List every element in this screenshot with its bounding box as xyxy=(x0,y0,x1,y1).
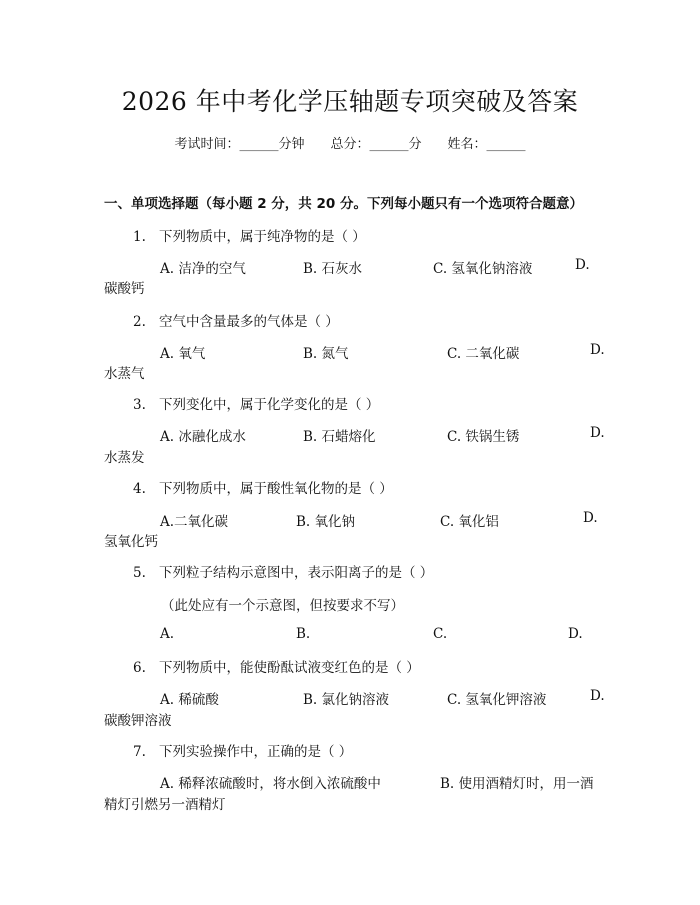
option-d: D. xyxy=(568,626,583,642)
question-text: 空气中含量最多的气体是（ ） xyxy=(159,314,339,330)
option-b: B. 氮气 xyxy=(303,346,349,362)
question-1 xyxy=(133,225,366,245)
diagram-note: （此处应有一个示意图，但按要求不写） xyxy=(161,598,404,614)
section-heading: 一、单项选择题（每小题 2 分，共 20 分。下列每小题只有一个选项符合题意） xyxy=(104,196,583,212)
question-text: 下列物质中，属于酸性氧化物的是（ ） xyxy=(159,481,393,497)
question-2 xyxy=(133,310,339,330)
question-number: 7. xyxy=(133,744,146,760)
option-c: C. 二氧化碳 xyxy=(447,346,520,362)
option-c: C. 铁锅生锈 xyxy=(447,429,520,445)
exam-info-line xyxy=(0,133,700,152)
option-a: A. 氧气 xyxy=(160,346,206,362)
question-3 xyxy=(133,393,379,413)
page-title: 2026 年中考化学压轴题专项突破及答案 xyxy=(121,87,579,116)
question-7 xyxy=(133,740,352,760)
exam-time-field: 考试时间：______分钟 xyxy=(174,137,305,152)
option-d-text: 碳酸钾溶液 xyxy=(104,713,172,729)
option-a: A. xyxy=(160,626,175,642)
option-d-text: 氢氧化钙 xyxy=(104,534,158,550)
option-b-text: 精灯引燃另一酒精灯 xyxy=(104,797,226,813)
question-text: 下列实验操作中，正确的是（ ） xyxy=(159,744,353,760)
option-a: A. 稀释浓硫酸时，将水倒入浓硫酸中 xyxy=(160,776,381,792)
question-number: 2. xyxy=(133,314,146,330)
option-a: A. 稀硫酸 xyxy=(160,692,219,708)
question-number: 4. xyxy=(133,481,146,497)
option-d: D. xyxy=(575,257,590,273)
question-4 xyxy=(133,477,393,497)
option-a: A. 洁净的空气 xyxy=(160,261,246,277)
question-5 xyxy=(133,561,433,581)
option-a: A.二氧化碳 xyxy=(160,514,229,530)
total-score-field: 总分：______分 xyxy=(330,137,422,152)
option-c: C. 氢氧化钠溶液 xyxy=(433,261,533,277)
question-text: 下列物质中，属于纯净物的是（ ） xyxy=(159,229,366,245)
question-6 xyxy=(133,656,420,676)
option-d: D. xyxy=(590,688,605,704)
option-b: B. 氧化钠 xyxy=(296,514,356,530)
option-b: B. 使用酒精灯时，用一酒 xyxy=(440,776,594,792)
question-number: 6. xyxy=(133,660,146,676)
option-d: D. xyxy=(590,425,605,441)
option-c: C. 氧化铝 xyxy=(440,514,499,530)
option-b: B. 石蜡熔化 xyxy=(303,429,376,445)
option-b: B. 氯化钠溶液 xyxy=(303,692,390,708)
question-number: 1. xyxy=(133,229,146,245)
option-d: D. xyxy=(590,342,605,358)
option-d-text: 碳酸钙 xyxy=(104,281,145,297)
option-a: A. 冰融化成水 xyxy=(160,429,246,445)
name-field: 姓名：______ xyxy=(447,137,526,152)
question-text: 下列变化中，属于化学变化的是（ ） xyxy=(159,397,380,413)
option-b: B. xyxy=(296,626,311,642)
question-number: 5. xyxy=(133,565,146,581)
option-d: D. xyxy=(583,510,598,526)
option-d-text: 水蒸气 xyxy=(104,366,145,382)
question-number: 3. xyxy=(133,397,146,413)
question-text: 下列粒子结构示意图中，表示阳离子的是（ ） xyxy=(159,565,434,581)
option-c: C. xyxy=(433,626,448,642)
option-d-text: 水蒸发 xyxy=(104,450,145,466)
option-b: B. 石灰水 xyxy=(303,261,363,277)
option-c: C. 氢氧化钾溶液 xyxy=(447,692,547,708)
question-text: 下列物质中，能使酚酞试液变红色的是（ ） xyxy=(159,660,420,676)
